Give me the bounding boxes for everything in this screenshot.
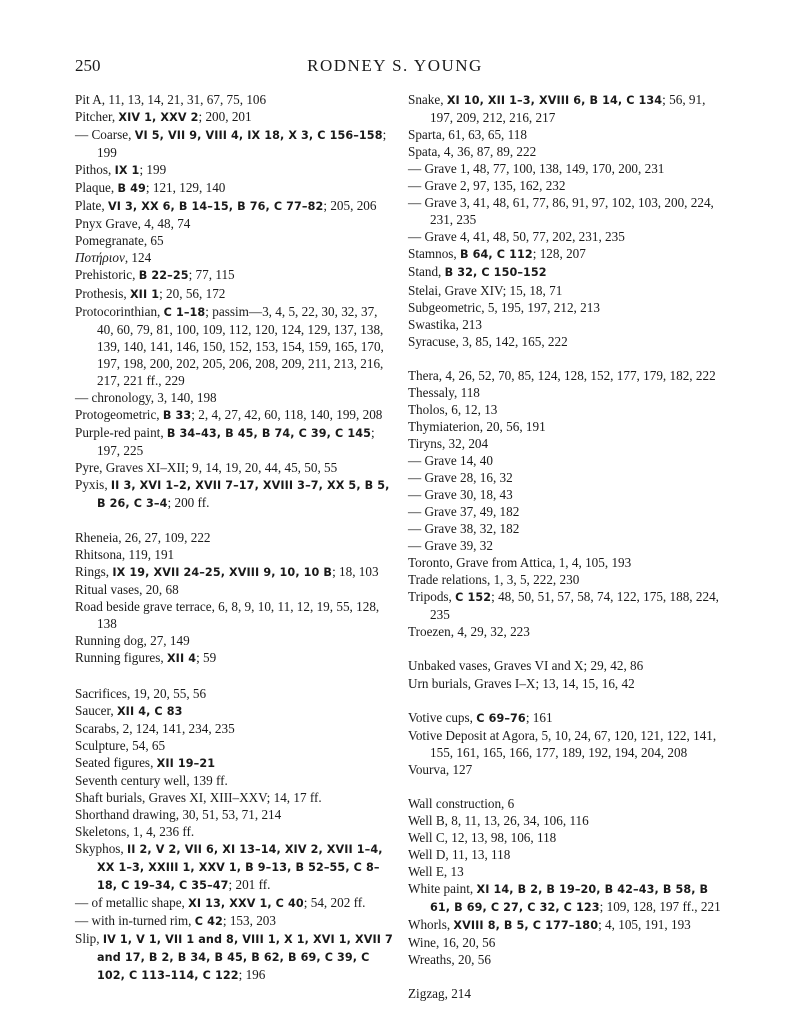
index-entry [408, 761, 724, 778]
index-entry [408, 401, 724, 418]
entry-text: — Grave 3, 41, 48, 61, 77, 86, 91, 97, 102, 103, 200, 224, 231, 235 [408, 195, 714, 228]
entry-text: ; 205, 206 [323, 198, 377, 214]
entry-text: ; 200 ff. [167, 495, 210, 511]
entry-text: ; 18, 103 [332, 564, 379, 580]
entry-text: Wreaths, 20, 56 [408, 952, 491, 968]
entry-text: ; 128, 207 [532, 246, 586, 262]
entry-text: Well B, 8, 11, 13, 26, 34, 106, 116 [408, 812, 589, 828]
entry-text: Plate, [75, 198, 108, 214]
catalogue-reference: B 33 [162, 408, 192, 422]
entry-text: Stand, [408, 264, 445, 280]
index-entry [75, 424, 393, 459]
index-entry [408, 623, 724, 640]
index-entry [408, 486, 724, 503]
entry-text: — with in-turned rim, [75, 913, 195, 929]
entry-text: White paint, [408, 880, 477, 896]
index-entry [408, 537, 724, 554]
entry-text: Shorthand drawing, 30, 51, 53, 71, 214 [75, 806, 282, 822]
entry-text: Pnyx Grave, 4, 48, 74 [75, 216, 191, 232]
catalogue-reference: VI 5, VII 9, VIII 4, IX 18, X 3, C 156–158 [134, 129, 383, 143]
entry-text: Pyxis, [75, 477, 111, 493]
entry-text: Pyre, Graves XI–XII; 9, 14, 19, 20, 44, 45, 50, 55 [75, 459, 338, 475]
catalogue-reference: XII 4 [166, 652, 197, 666]
entry-text: ; 121, 129, 140 [145, 180, 226, 196]
index-entry [75, 840, 393, 894]
entry-text: Skeletons, 1, 4, 236 ff. [75, 823, 195, 839]
index-entry [408, 951, 724, 968]
catalogue-reference: IV 1, V 1, VII 1 and 8, VIII 1, X 1, XVI 1, XVII 7 and 17, B 2, B 34, B 45, B 62, B 69, C 39, C 102, C 113–114, C 122 [97, 933, 393, 983]
entry-text: ; 109, 128, 197 ff., 221 [599, 899, 721, 915]
index-entry [75, 179, 393, 197]
entry-text: ; 2, 4, 27, 42, 60, 118, 140, 199, 208 [191, 406, 383, 422]
index-entry [408, 863, 724, 880]
index-entry [408, 880, 724, 916]
entry-text: Pit A, 11, 13, 14, 21, 31, 67, 75, 106 [75, 92, 267, 107]
entry-text: Running figures, [75, 650, 167, 666]
entry-text: — Grave 28, 16, 32 [408, 469, 513, 485]
entry-text: ; 153, 203 [222, 913, 276, 929]
entry-text: ; 59 [196, 650, 217, 666]
entry-text: Votive cups, [408, 709, 477, 725]
entry-text: ; 77, 115 [188, 267, 235, 283]
catalogue-reference: VI 3, XX 6, B 14–15, B 76, C 77–82 [107, 200, 324, 214]
index-entry [408, 554, 724, 571]
section-gap [408, 350, 724, 367]
catalogue-reference: IX 19, XVII 24–25, XVIII 9, 10, 10 B [112, 566, 333, 580]
catalogue-reference: B 32, C 150–152 [444, 266, 547, 280]
index-entry [408, 333, 724, 350]
index-entry [75, 459, 393, 476]
index-entry [75, 215, 393, 232]
index-entry [75, 912, 393, 930]
entry-text: ; 199 [97, 127, 387, 161]
entry-text: Pithos, [75, 162, 115, 178]
index-entry [75, 823, 393, 840]
entry-text: Prehistoric, [75, 267, 139, 283]
entry-text: Tiryns, 32, 204 [408, 435, 489, 451]
catalogue-reference: C 1–18 [163, 305, 206, 319]
catalogue-reference: C 42 [194, 915, 223, 929]
entry-text: Troezen, 4, 29, 32, 223 [408, 624, 530, 640]
entry-text: Votive Deposit at Agora, 5, 10, 24, 67, 120, 121, 122, 141, 155, 161, 165, 166, 177, 189, 192, 194, 204, 208 [408, 727, 717, 760]
index-entry [408, 916, 724, 934]
index-entry [75, 563, 393, 581]
greek-term: Ποτήριον [75, 250, 125, 266]
entry-text: Rheneia, 26, 27, 109, 222 [75, 530, 211, 546]
entry-text: Subgeometric, 5, 195, 197, 212, 213 [408, 299, 600, 315]
entry-text: ; 201 ff. [228, 877, 271, 893]
entry-text: — Grave 14, 40 [408, 452, 493, 468]
index-entry [408, 160, 724, 177]
index-entry [408, 177, 724, 194]
index-entry [408, 675, 724, 692]
entry-text: Ritual vases, 20, 68 [75, 582, 179, 598]
index-entry [75, 285, 393, 303]
index-entry [408, 571, 724, 588]
entry-text: Zigzag, 214 [408, 986, 471, 1002]
index-entry [75, 161, 393, 179]
entry-text: Scarabs, 2, 124, 141, 234, 235 [75, 720, 235, 736]
index-entry [408, 194, 724, 228]
index-entry [75, 632, 393, 649]
entry-text: — Grave 39, 32 [408, 538, 493, 554]
entry-text: — chronology, 3, 140, 198 [75, 389, 217, 405]
entry-text: Saucer, [75, 702, 117, 718]
entry-text: — Grave 30, 18, 43 [408, 487, 513, 503]
index-entry [408, 263, 724, 281]
index-entry [75, 126, 393, 161]
index-entry [75, 789, 393, 806]
entry-text: Skyphos, [75, 840, 128, 856]
index-entry [408, 384, 724, 401]
catalogue-reference: XII 4, C 83 [116, 704, 183, 718]
index-entry [408, 503, 724, 520]
index-entry [408, 126, 724, 143]
entry-text: Trade relations, 1, 3, 5, 222, 230 [408, 572, 580, 588]
index-entry [408, 846, 724, 863]
index-entry [408, 316, 724, 333]
entry-text: ; 199 [139, 162, 167, 178]
entry-text: Stamnos, [408, 246, 461, 262]
entry-text: — Grave 37, 49, 182 [408, 504, 520, 520]
index-entry [408, 91, 724, 126]
entry-text: Thessaly, 118 [408, 384, 480, 400]
section-gap [408, 640, 724, 657]
catalogue-reference: C 152 [455, 591, 492, 605]
entry-text: Running dog, 27, 149 [75, 633, 190, 649]
index-entry [408, 245, 724, 263]
index-entry [408, 520, 724, 537]
entry-text: ; 161 [525, 709, 553, 725]
index-entry [408, 435, 724, 452]
index-entry [75, 249, 393, 266]
entry-text: Urn burials, Graves I–X; 13, 14, 15, 16, 42 [408, 675, 635, 691]
entry-text: ; 20, 56, 172 [159, 285, 226, 301]
index-entry [75, 581, 393, 598]
catalogue-reference: XI 10, XII 1–3, XVIII 6, B 14, C 134 [446, 94, 663, 107]
index-entry [408, 452, 724, 469]
entry-text: ; 196 [238, 967, 266, 983]
entry-text: Tripods, [408, 589, 456, 605]
entry-text: Purple-red paint, [75, 424, 167, 440]
entry-text: Protocorinthian, [75, 303, 164, 319]
entry-text: Sparta, 61, 63, 65, 118 [408, 127, 527, 143]
entry-text: Pomegranate, 65 [75, 233, 164, 249]
index-entry [75, 266, 393, 284]
entry-text: Prothesis, [75, 285, 130, 301]
entry-text: ; 4, 105, 191, 193 [598, 917, 691, 933]
index-entry [75, 702, 393, 720]
catalogue-reference: B 34–43, B 45, B 74, C 39, C 145 [166, 426, 371, 440]
section-gap [75, 512, 393, 529]
entry-text: Well E, 13 [408, 863, 464, 879]
catalogue-reference: XVIII 8, B 5, C 177–180 [453, 919, 599, 933]
index-entry [408, 469, 724, 486]
index-entry [75, 232, 393, 249]
entry-text: Syracuse, 3, 85, 142, 165, 222 [408, 333, 568, 349]
index-entry [408, 709, 724, 727]
entry-text: Protogeometric, [75, 406, 163, 422]
entry-text: ; 54, 202 ff. [303, 895, 366, 911]
entry-text: — Grave 4, 41, 48, 50, 77, 202, 231, 235 [408, 229, 625, 245]
index-column-left [75, 91, 393, 984]
index-entry [75, 720, 393, 737]
entry-text: Rings, [75, 564, 113, 580]
entry-text: Stelai, Grave XIV; 15, 18, 71 [408, 282, 563, 298]
entry-text: Tholos, 6, 12, 13 [408, 401, 498, 417]
entry-text: Snake, [408, 92, 447, 107]
catalogue-reference: XI 14, B 2, B 19–20, B 42–43, B 58, B 61, B 69, C 27, C 32, C 123 [430, 882, 709, 915]
index-entry [75, 772, 393, 789]
entry-text: Thera, 4, 26, 52, 70, 85, 124, 128, 152, 177, 179, 182, 222 [408, 367, 716, 383]
index-entry [75, 197, 393, 215]
catalogue-reference: XIV 1, XXV 2 [118, 111, 199, 125]
entry-text: ; passim—3, 4, 5, 22, 30, 32, 37, 40, 60, 79, 81, 100, 109, 112, 120, 124, 129, 137, 138, 139, 140, 141, 146, 150, 152, 153, 154, 159, 165, 170, 197, 198, 200, 202, 205, 206, 208, 209, 211, 213, 216, 217, 221 ff., 229 [97, 303, 384, 388]
entry-text: — of metallic shape, [75, 895, 189, 911]
catalogue-reference: B 64, C 112 [460, 248, 533, 262]
index-entry [408, 418, 724, 435]
index-entry [408, 282, 724, 299]
index-entry [408, 795, 724, 812]
index-entry [408, 829, 724, 846]
index-entry [75, 108, 393, 126]
entry-text: — Coarse, [75, 127, 135, 143]
entry-text: Swastika, 213 [408, 316, 482, 332]
page-header [75, 56, 715, 82]
catalogue-reference: II 3, XVI 1–2, XVII 7–17, XVIII 3–7, XX 5, B 5, B 26, C 3–4 [97, 479, 390, 511]
index-entry [75, 91, 393, 108]
index-entry [408, 812, 724, 829]
entry-text: Wine, 16, 20, 56 [408, 935, 496, 951]
entry-text: — Grave 38, 32, 182 [408, 521, 520, 537]
entry-text: ; 56, 91, 197, 209, 212, 216, 217 [430, 92, 706, 126]
index-entry [75, 894, 393, 912]
index-entry [408, 657, 724, 674]
entry-text: Vourva, 127 [408, 761, 473, 777]
entry-text: Well D, 11, 13, 118 [408, 846, 511, 862]
entry-text: Unbaked vases, Graves VI and X; 29, 42, 86 [408, 658, 644, 674]
index-entry [75, 685, 393, 702]
entry-text: ; 197, 225 [97, 424, 375, 458]
section-gap [75, 668, 393, 685]
index-column-right [408, 91, 724, 1002]
entry-text: Pitcher, [75, 109, 119, 125]
index-entry [408, 727, 724, 761]
index-entry [75, 476, 393, 512]
index-entry [75, 303, 393, 389]
index-entry [75, 389, 393, 406]
entry-text: Road beside grave terrace, 6, 8, 9, 10, 11, 12, 19, 55, 128, 138 [75, 599, 380, 632]
entry-text: Wall construction, 6 [408, 795, 515, 811]
entry-text: Seventh century well, 139 ff. [75, 772, 228, 788]
entry-text: — Grave 2, 97, 135, 162, 232 [408, 178, 566, 194]
catalogue-reference: XI 13, XXV 1, C 40 [188, 897, 304, 911]
entry-text: , 124 [124, 250, 152, 266]
entry-text: Thymiaterion, 20, 56, 191 [408, 418, 546, 434]
entry-text: — Grave 1, 48, 77, 100, 138, 149, 170, 200, 231 [408, 161, 665, 177]
catalogue-reference: II 2, V 2, VII 6, XI 13–14, XIV 2, XVII 1–4, XX 1–3, XXIII 1, XXV 1, B 9–13, B 52–55, C 8–18, C 19–34, C 35–47 [97, 842, 383, 893]
running-head: RODNEY S. YOUNG [307, 56, 483, 75]
index-entry [75, 754, 393, 772]
catalogue-reference: XII 1 [129, 287, 160, 301]
catalogue-reference: XII 19–21 [156, 756, 216, 770]
catalogue-reference: B 49 [117, 182, 146, 196]
index-entry [75, 546, 393, 563]
index-entry [408, 367, 724, 384]
index-entry [408, 299, 724, 316]
entry-text: ; 48, 50, 51, 57, 58, 74, 122, 175, 188, 224, 235 [430, 589, 719, 623]
index-entry [75, 406, 393, 424]
entry-text: Well C, 12, 13, 98, 106, 118 [408, 829, 557, 845]
index-entry [408, 143, 724, 160]
entry-text: Sacrifices, 19, 20, 55, 56 [75, 685, 207, 701]
section-gap [408, 778, 724, 795]
section-gap [408, 692, 724, 709]
index-entry [408, 228, 724, 245]
index-entry [75, 806, 393, 823]
index-entry [75, 737, 393, 754]
catalogue-reference: B 22–25 [138, 269, 189, 283]
entry-text: Seated figures, [75, 754, 157, 770]
index-entry [408, 588, 724, 623]
index-entry [75, 598, 393, 632]
entry-text: Shaft burials, Graves XI, XIII–XXV; 14, 17 ff. [75, 789, 322, 805]
entry-text: Whorls, [408, 917, 454, 933]
index-entry [408, 934, 724, 951]
section-gap [408, 968, 724, 985]
entry-text: Plaque, [75, 180, 118, 196]
index-entry [75, 930, 393, 984]
entry-text: Sculpture, 54, 65 [75, 737, 166, 753]
entry-text: Spata, 4, 36, 87, 89, 222 [408, 144, 537, 160]
entry-text: Slip, [75, 931, 103, 947]
entry-text: ; 200, 201 [198, 109, 252, 125]
index-entry [408, 985, 724, 1002]
catalogue-reference: IX 1 [114, 164, 140, 178]
entry-text: Rhitsona, 119, 191 [75, 547, 175, 563]
entry-text: Toronto, Grave from Attica, 1, 4, 105, 193 [408, 555, 632, 571]
catalogue-reference: C 69–76 [476, 711, 526, 725]
index-entry [75, 529, 393, 546]
index-entry [75, 649, 393, 667]
page-number: 250 [75, 56, 101, 75]
